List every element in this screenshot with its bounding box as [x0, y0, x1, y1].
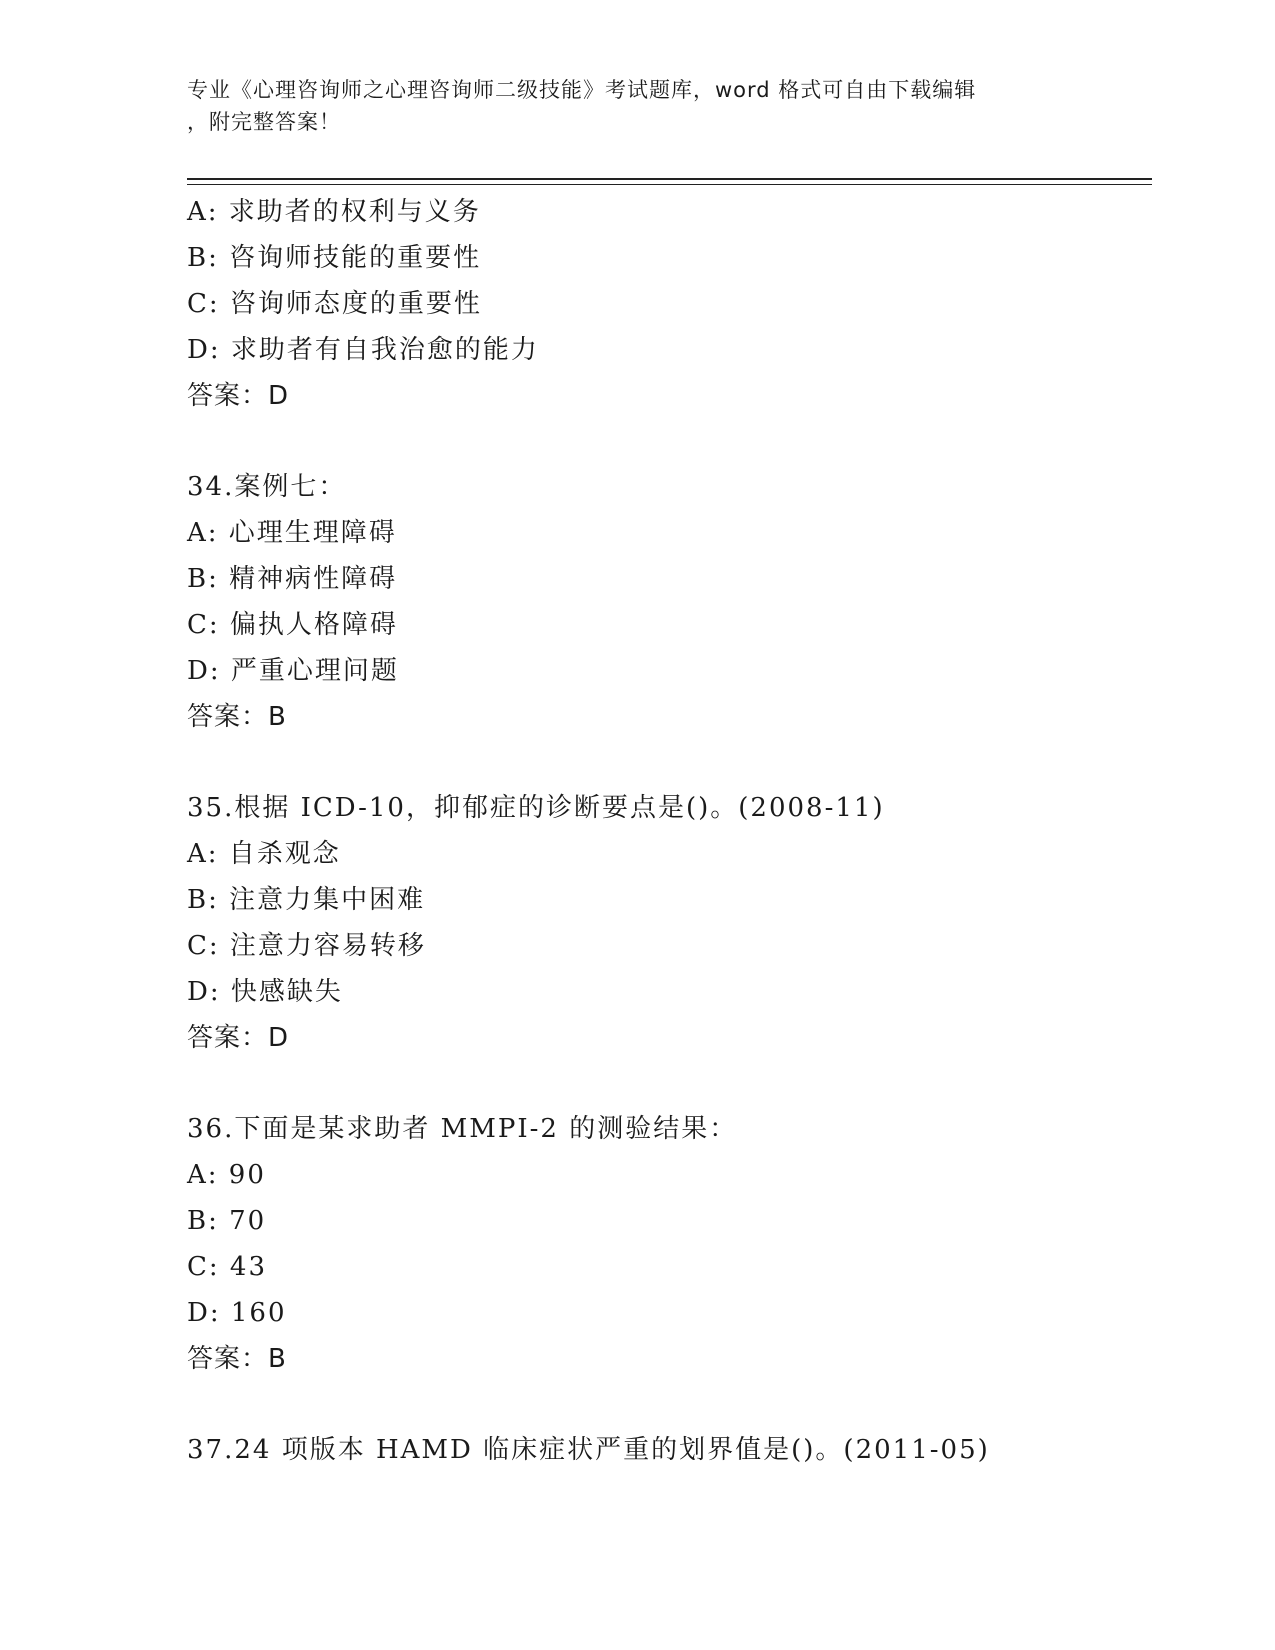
- option-b: B: 70: [187, 1206, 267, 1236]
- option-b: B: 精神病性障碍: [187, 564, 398, 594]
- option-a: A: 心理生理障碍: [187, 518, 397, 548]
- option-c: C: 偏执人格障碍: [187, 610, 398, 640]
- option-c: C: 注意力容易转移: [187, 931, 426, 961]
- option-a: A: 90: [187, 1160, 266, 1190]
- question-list: [187, 189, 1152, 1473]
- option-c: C: 43: [187, 1252, 268, 1282]
- header-line-2: ，附完整答案！: [187, 110, 341, 134]
- option-a: A: 求助者的权利与义务: [187, 197, 481, 227]
- header-divider-thin: [187, 184, 1152, 185]
- question-block-33: [187, 189, 1152, 419]
- answer-line: 答案：D: [187, 1023, 290, 1053]
- option-d: D: 160: [187, 1298, 287, 1328]
- option-d: D: 快感缺失: [187, 977, 343, 1007]
- option-b: B: 注意力集中困难: [187, 885, 426, 915]
- question-text: 34.案例七：: [187, 472, 347, 502]
- question-block-37: [187, 1427, 1152, 1473]
- header-divider-thick: [187, 178, 1152, 180]
- question-block-34: [187, 464, 1152, 740]
- answer-line: 答案：B: [187, 702, 287, 732]
- option-c: C: 咨询师态度的重要性: [187, 289, 482, 319]
- question-block-35: [187, 785, 1152, 1061]
- option-d: D: 严重心理问题: [187, 656, 399, 686]
- question-text: 35.根据 ICD-10，抑郁症的诊断要点是()。(2008-11): [187, 793, 885, 823]
- question-text: 36.下面是某求助者 MMPI-2 的测验结果：: [187, 1114, 738, 1144]
- document-header: [187, 74, 1067, 138]
- question-block-36: [187, 1106, 1152, 1382]
- option-b: B: 咨询师技能的重要性: [187, 243, 482, 273]
- question-text: 37.24 项版本 HAMD 临床症状严重的划界值是()。(2011-05): [187, 1435, 990, 1465]
- header-line-1: 专业《心理咨询师之心理咨询师二级技能》考试题库，word 格式可自由下载编辑: [187, 78, 977, 102]
- option-a: A: 自杀观念: [187, 839, 341, 869]
- answer-line: 答案：B: [187, 1344, 287, 1374]
- option-d: D: 求助者有自我治愈的能力: [187, 335, 539, 365]
- answer-line: 答案：D: [187, 381, 290, 411]
